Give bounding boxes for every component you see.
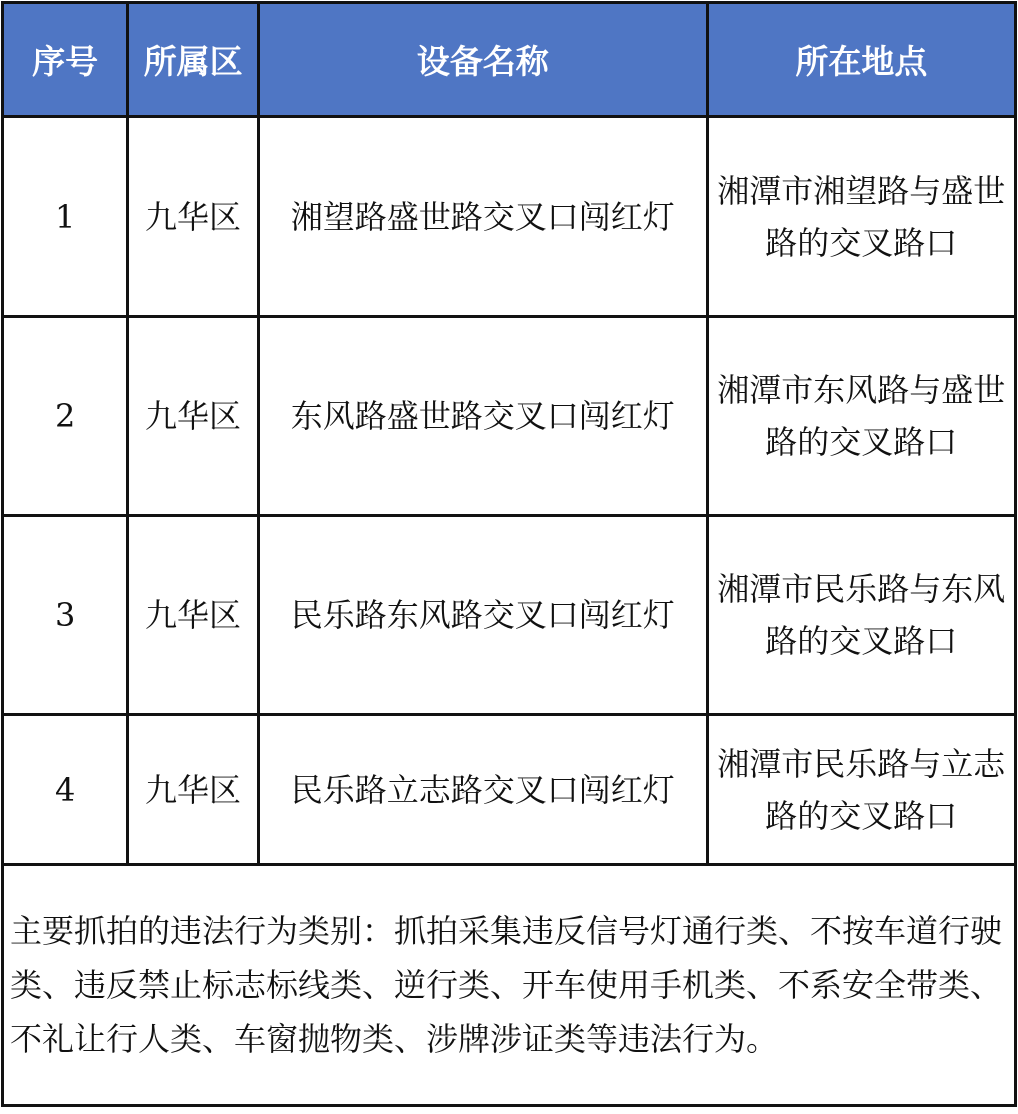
cell-device-name: 民乐路东风路交叉口闯红灯 — [258, 516, 707, 715]
cell-device-name: 东风路盛世路交叉口闯红灯 — [258, 317, 707, 516]
cell-location: 湘潭市湘望路与盛世路的交叉路口 — [707, 117, 1015, 317]
violation-note: 主要抓拍的违法行为类别：抓拍采集违反信号灯通行类、不按车道行驶类、违反禁止标志标线类、逆行类、开车使用手机类、不系安全带类、不礼让行人类、车窗抛物类、涉牌涉证类等违法行为。 — [3, 865, 1016, 1106]
table-row — [3, 117, 1016, 317]
header-index: 序号 — [3, 3, 128, 117]
header-device-name: 设备名称 — [258, 3, 707, 117]
header-district: 所属区 — [128, 3, 258, 117]
cell-district: 九华区 — [128, 117, 258, 317]
cell-device-name: 民乐路立志路交叉口闯红灯 — [258, 715, 707, 865]
cell-district: 九华区 — [128, 516, 258, 715]
table-row — [3, 516, 1016, 715]
cell-location: 湘潭市民乐路与立志路的交叉路口 — [707, 715, 1015, 865]
header-row — [3, 3, 1016, 117]
table-row — [3, 715, 1016, 865]
cell-location: 湘潭市民乐路与东风路的交叉路口 — [707, 516, 1015, 715]
cell-location: 湘潭市东风路与盛世路的交叉路口 — [707, 317, 1015, 516]
cell-device-name: 湘望路盛世路交叉口闯红灯 — [258, 117, 707, 317]
table-row — [3, 317, 1016, 516]
header-location: 所在地点 — [707, 3, 1015, 117]
note-row — [3, 865, 1016, 1106]
cell-index: 4 — [3, 715, 128, 865]
device-table — [1, 1, 1017, 1107]
cell-index: 3 — [3, 516, 128, 715]
cell-index: 2 — [3, 317, 128, 516]
cell-index: 1 — [3, 117, 128, 317]
cell-district: 九华区 — [128, 715, 258, 865]
cell-district: 九华区 — [128, 317, 258, 516]
